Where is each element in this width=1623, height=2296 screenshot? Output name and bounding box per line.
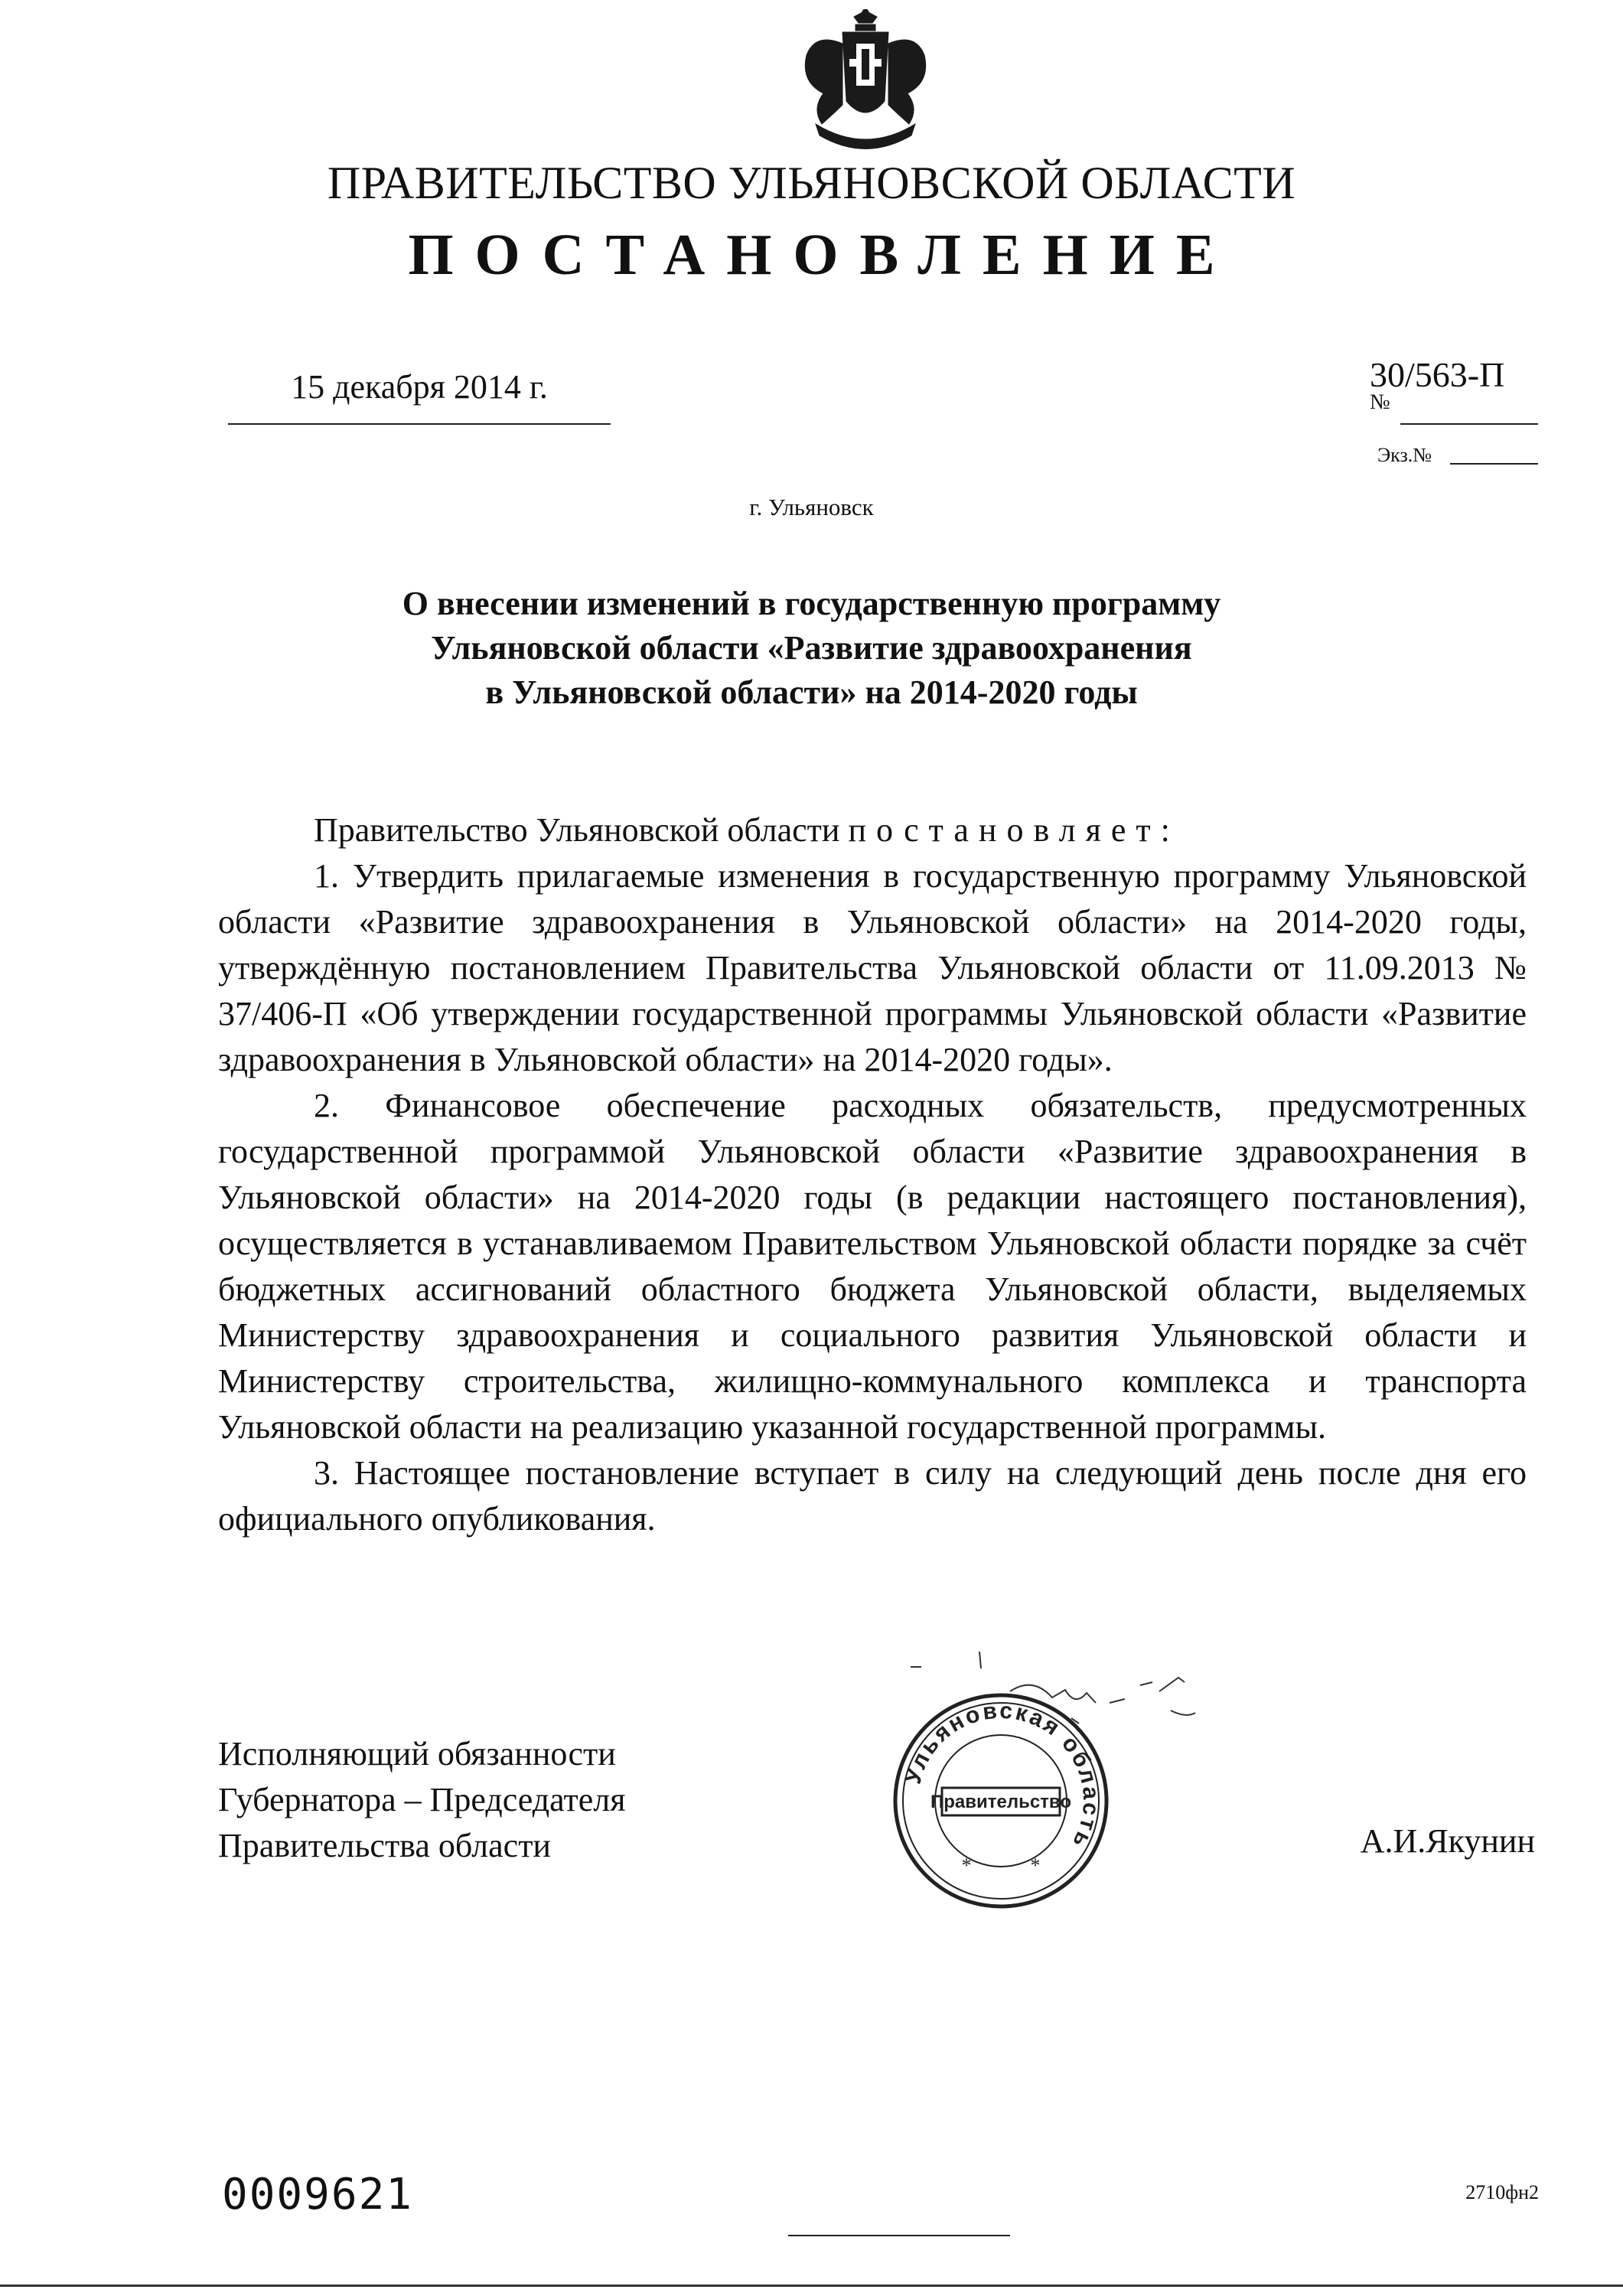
intro-prefix: Правительство Ульяновской области	[314, 811, 840, 849]
seal-ring-path: Ульяновская область	[900, 1698, 1104, 1854]
document-subject	[291, 582, 1332, 715]
document-body	[218, 807, 1527, 1542]
city-line: г. Ульяновск	[749, 494, 874, 520]
paragraph-1: 1. Утвердить прилагаемые изменения в государственную программу Ульяновской области «Развитие здравоохранения в Ульяновской области» на 2014-2020 годы, утверждённую постановлением Правительства Ульяновской области от 11.09.2013 № 37/406-П «Об утверждении государственной программы Ульяновской области «Развитие здравоохранения в Ульяновской области» на 2014-2020 годы».	[218, 857, 1527, 1078]
signatory-title	[218, 1731, 626, 1869]
subject-line: О внесении изменений в государственную программу	[402, 585, 1221, 622]
number-underline	[1400, 423, 1538, 425]
footer-underline	[788, 2235, 1010, 2236]
paragraph-2: 2. Финансовое обеспечение расходных обязательств, предусмотренных государственной программой Ульяновской области «Развитие здравоохранения в Ульяновской области» на 2014-2020 годы (в редакции настоящего постановления), осуществляется в устанавливаемом Правительством Ульяновской области порядке за счёт бюджетных ассигнований областного бюджета Ульяновской области, выделяемых Министерству здравоохранения и социального развития Ульяновской области и Министерству строительства, жилищно-коммунального комплекса и транспорта Ульяновской области на реализацию указанной государственной программы.	[218, 1087, 1527, 1446]
signatory-title-line: Губернатора – Председателя	[218, 1781, 626, 1818]
page-bottom-edge	[0, 2285, 1623, 2287]
document-number: 30/563-П	[1370, 355, 1505, 394]
document-date: 15 декабря 2014 г.	[291, 368, 548, 406]
subject-line: в Ульяновской области» на 2014-2020 годы	[485, 673, 1138, 711]
signatory-title-line: Исполняющий обязанности	[218, 1735, 616, 1773]
coat-of-arms-icon	[770, 9, 961, 162]
seal-star-icon: *	[1030, 1854, 1041, 1877]
copy-number-underline	[1450, 463, 1538, 465]
copy-number-label: Экз.№	[1377, 444, 1432, 466]
signatory-name: А.И.Якунин	[1360, 1822, 1535, 1860]
serial-number: 0009621	[222, 2170, 414, 2219]
intro-paragraph	[218, 807, 1527, 853]
signatory-title-line: Правительства области	[218, 1827, 551, 1864]
paragraph-3: 3. Настоящее постановление вступает в силу на следующий день после дня его официального опубликования.	[218, 1454, 1527, 1538]
seal-center-text: Правительство	[930, 1792, 1072, 1812]
subject-line: Ульяновской области «Развитие здравоохранения	[431, 629, 1192, 667]
date-underline	[228, 423, 611, 425]
official-seal	[890, 1690, 1112, 1912]
seal-star-icon: *	[961, 1854, 972, 1877]
number-label: №	[1370, 390, 1390, 414]
form-code: 2710фн2	[1465, 2181, 1539, 2203]
intro-verb: постановляет:	[848, 811, 1180, 849]
document-type-heading: ПОСТАНОВЛЕНИЕ	[408, 223, 1237, 287]
government-title: ПРАВИТЕЛЬСТВО УЛЬЯНОВСКОЙ ОБЛАСТИ	[327, 158, 1296, 208]
